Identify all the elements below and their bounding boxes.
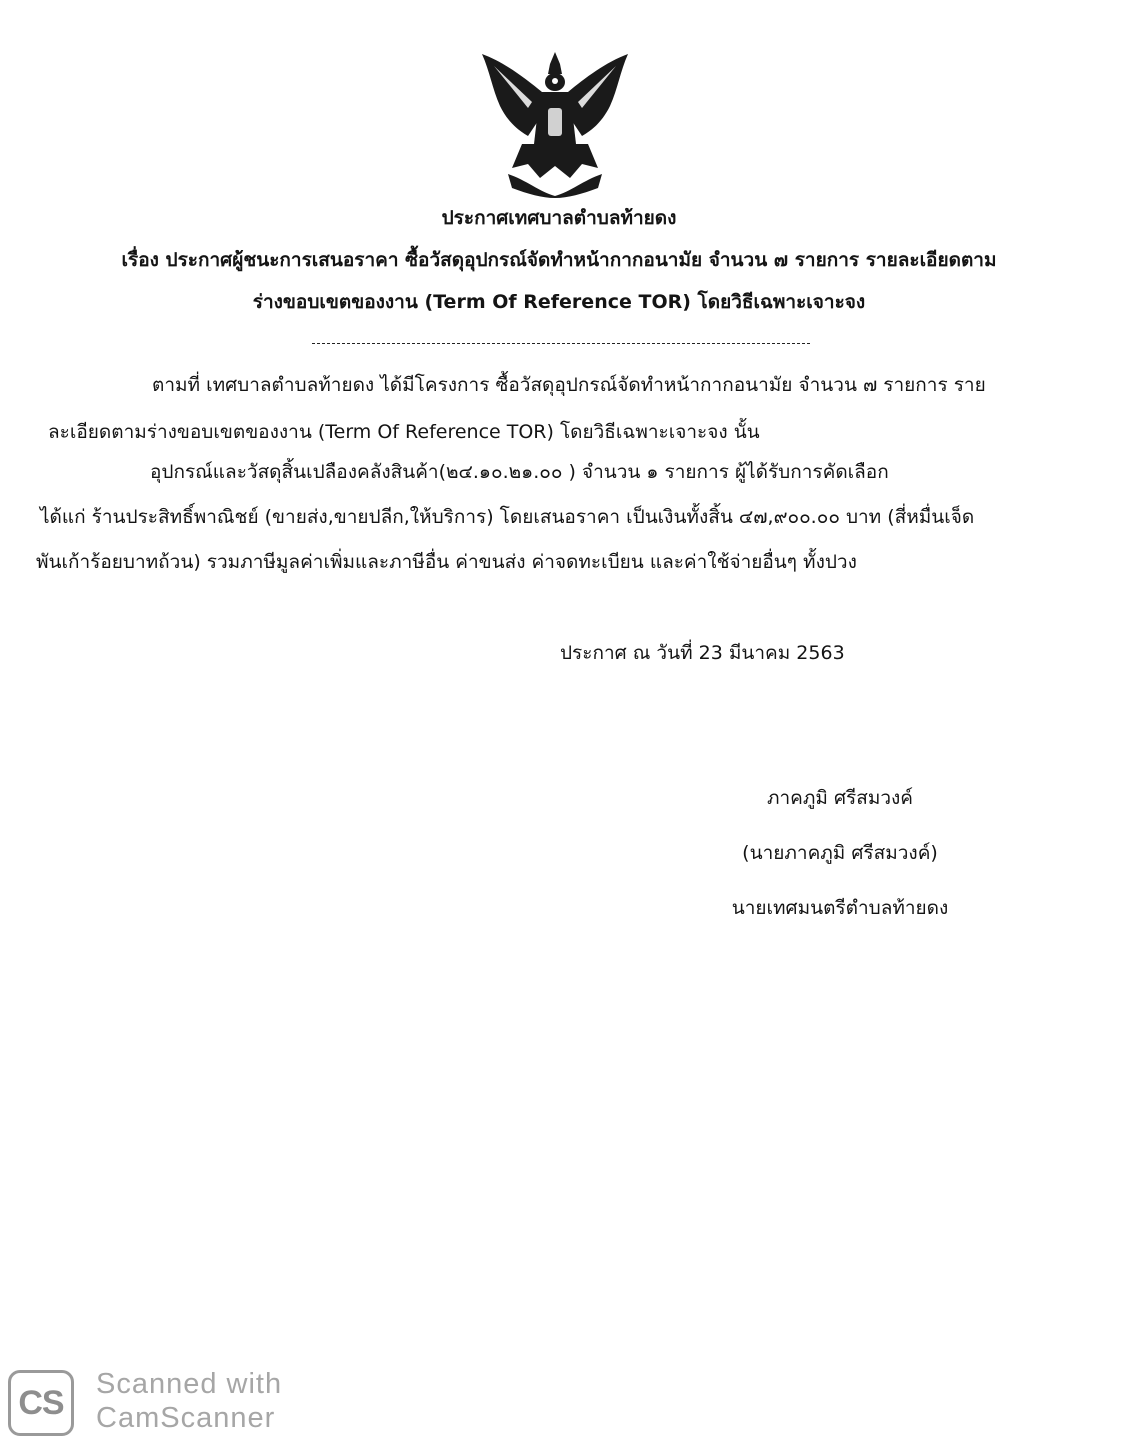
body-line-1: ตามที่ เทศบาลตำบลท้ายดง ได้มีโครงการ ซื้อวัสดุอุปกรณ์จัดทำหน้ากากอนามัย จำนวน ๗ รายการ ราย <box>152 374 986 396</box>
subject-line-1: เรื่อง ประกาศผู้ชนะการเสนอราคา ซื้อวัสดุอุปกรณ์จัดทำหน้ากากอนามัย จำนวน ๗ รายการ รายละเอียดตาม <box>121 249 997 271</box>
camscanner-logo-icon: CS <box>8 1370 74 1436</box>
signature-full-name: (นายภาคภูมิ ศรีสมวงค์) <box>742 842 938 864</box>
issuer-heading: ประกาศเทศบาลตำบลท้ายดง <box>441 207 677 229</box>
subject-line-2: ร่างขอบเขตของงาน (Term Of Reference TOR) โดยวิธีเฉพาะเจาะจง <box>252 291 866 313</box>
watermark-line-1: Scanned with <box>96 1368 283 1400</box>
signature-position: นายเทศมนตรีตำบลท้ายดง <box>731 897 949 919</box>
body-line-3: อุปกรณ์และวัสดุสิ้นเปลืองคลังสินค้า(๒๔.๑๐.๒๑.๐๐ ) จำนวน ๑ รายการ ผู้ได้รับการคัดเลือก <box>150 461 889 483</box>
separator-dashes <box>312 343 810 344</box>
body-line-4: ได้แก่ ร้านประสิทธิ์พาณิชย์ (ขายส่ง,ขายปลีก,ให้บริการ) โดยเสนอราคา เป็นเงินทั้งสิ้น ๔๗,๙๐๐.๐๐ บาท (สี่หมื่นเจ็ด <box>40 506 975 528</box>
announcement-date: ประกาศ ณ วันที่ 23 มีนาคม 2563 <box>560 642 845 664</box>
body-line-2: ละเอียดตามร่างขอบเขตของงาน (Term Of Reference TOR) โดยวิธีเฉพาะเจาะจง นั้น <box>48 421 760 443</box>
camscanner-watermark <box>8 1368 298 1440</box>
body-line-5: พันเก้าร้อยบาทถ้วน) รวมภาษีมูลค่าเพิ่มและภาษีอื่น ค่าขนส่ง ค่าจดทะเบียน และค่าใช้จ่ายอื่นๆ ทั้งปวง <box>36 551 857 573</box>
garuda-emblem-icon <box>470 48 640 200</box>
watermark-line-2: CamScanner <box>96 1402 276 1434</box>
signature-name: ภาคภูมิ ศรีสมวงค์ <box>766 787 914 809</box>
